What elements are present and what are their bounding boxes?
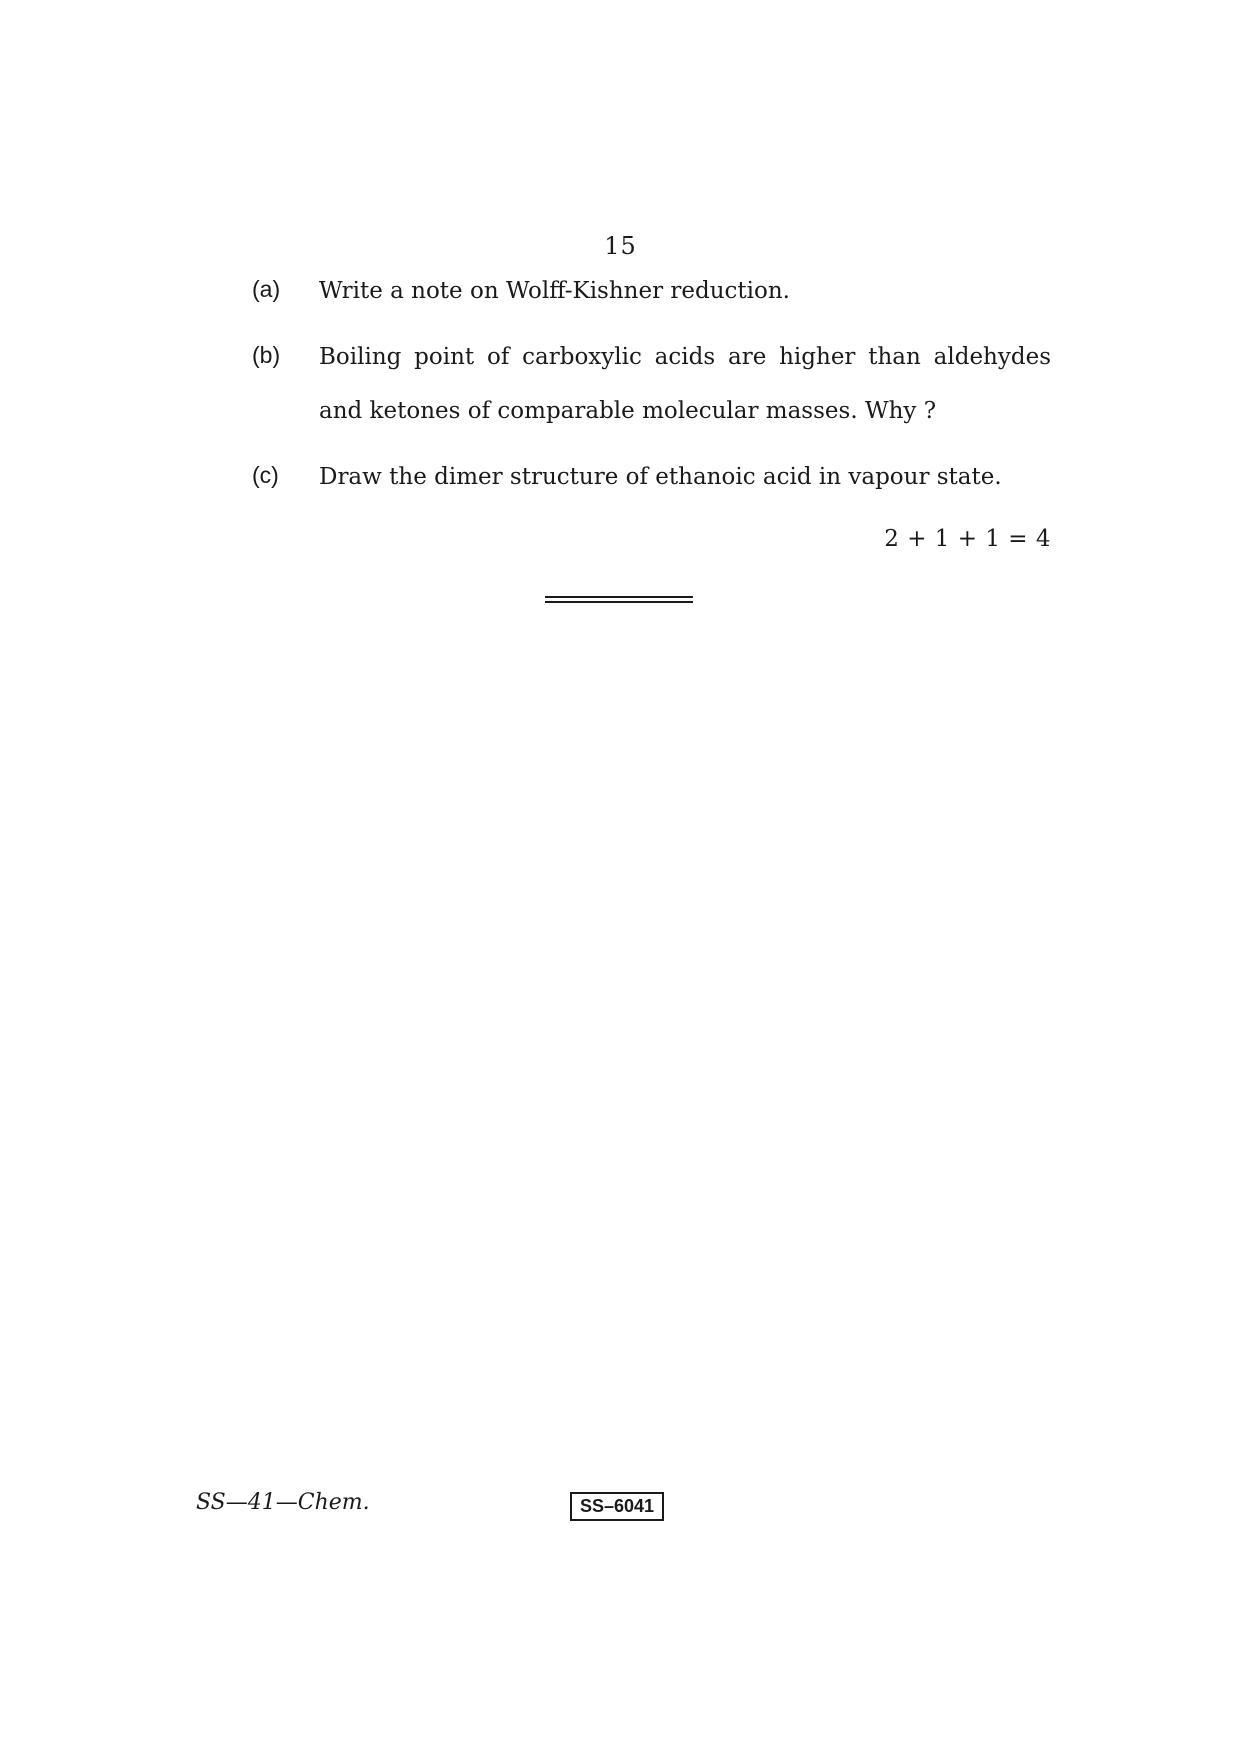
page-number: 15 bbox=[604, 232, 637, 260]
question-a-text: Write a note on Wolff-Kishner reduction. bbox=[319, 278, 790, 304]
question-a-label: (a) bbox=[252, 276, 281, 302]
question-b-label: (b) bbox=[252, 342, 281, 368]
question-c-text: Draw the dimer structure of ethanoic acid in vapour state. bbox=[319, 464, 1002, 490]
question-c-label: (c) bbox=[252, 462, 279, 488]
question-b-text: Boiling point of carboxylic acids are higher than aldehydes and ketones of comparable molecular masses. Why ? bbox=[319, 344, 1051, 424]
footer-series-code-box: SS–6041 bbox=[570, 1492, 664, 1521]
marks-allocation: 2 + 1 + 1 = 4 bbox=[884, 526, 1051, 552]
end-double-rule bbox=[545, 596, 693, 603]
footer-paper-code: SS—41—Chem. bbox=[196, 1490, 370, 1515]
